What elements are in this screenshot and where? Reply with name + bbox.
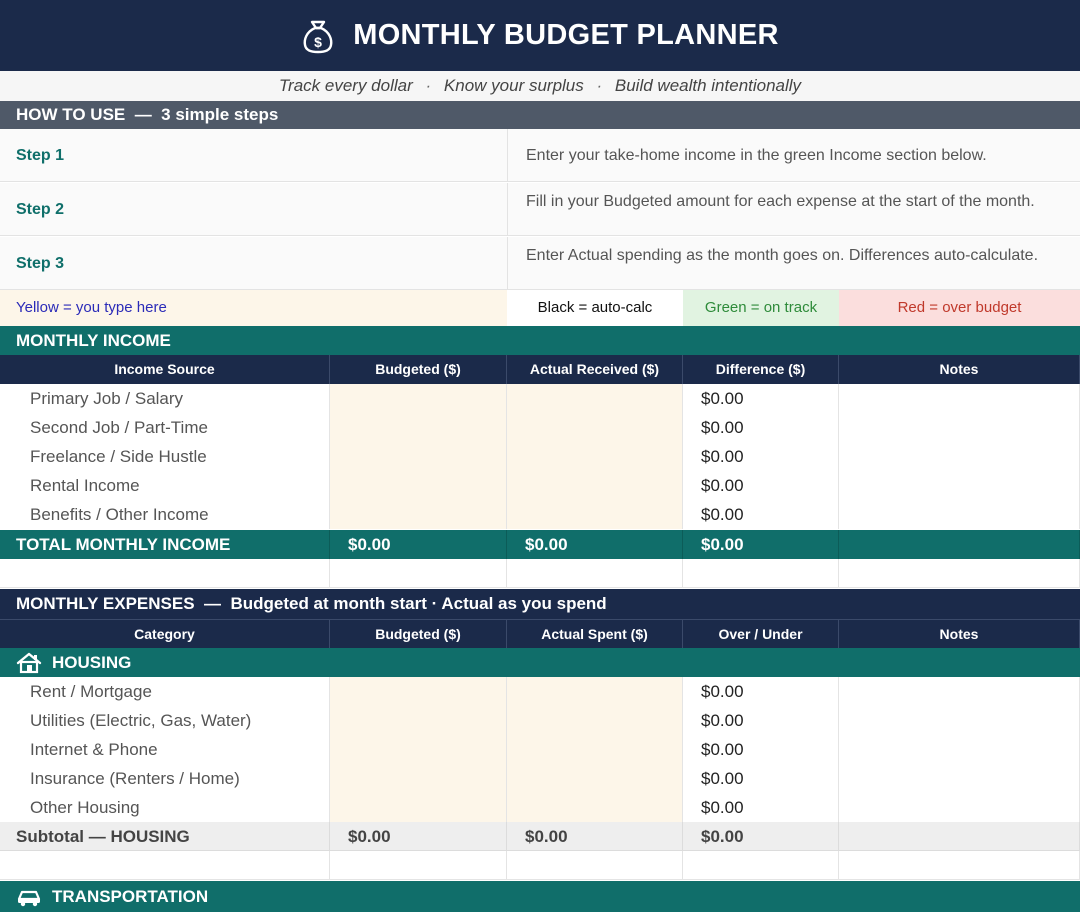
svg-text:$: $ xyxy=(314,33,323,50)
income-source-cell: Benefits / Other Income xyxy=(0,500,330,529)
table-row xyxy=(0,442,1080,471)
step-row-1 xyxy=(0,129,1080,182)
column-header: Budgeted ($) xyxy=(330,355,507,384)
notes-cell[interactable] xyxy=(839,793,1080,822)
spacer-row xyxy=(0,559,1080,588)
actual-input-cell[interactable] xyxy=(507,735,683,764)
empty-cell xyxy=(330,851,507,880)
step-description: Fill in your Budgeted amount for each expense at the start of the month. xyxy=(507,183,1080,236)
budgeted-input-cell[interactable] xyxy=(330,471,507,500)
empty-cell xyxy=(683,851,839,880)
empty-cell xyxy=(507,851,683,880)
expenses-section-title: MONTHLY EXPENSES — Budgeted at month start · Actual as you spend xyxy=(0,589,1080,619)
notes-cell[interactable] xyxy=(839,413,1080,442)
notes-cell[interactable] xyxy=(839,735,1080,764)
notes-cell[interactable] xyxy=(839,384,1080,413)
legend-black: Black = auto-calc xyxy=(507,290,683,326)
page-title: MONTHLY BUDGET PLANNER xyxy=(353,19,779,51)
actual-input-cell[interactable] xyxy=(507,500,683,529)
notes-cell[interactable] xyxy=(839,706,1080,735)
step-row-2 xyxy=(0,183,1080,236)
over-under-cell: $0.00 xyxy=(683,735,839,764)
tagline xyxy=(0,71,1080,101)
column-header: Income Source xyxy=(0,355,330,384)
difference-cell: $0.00 xyxy=(683,471,839,500)
income-source-cell: Freelance / Side Hustle xyxy=(0,442,330,471)
empty-cell xyxy=(839,851,1080,880)
column-header: Over / Under xyxy=(683,620,839,649)
color-legend xyxy=(0,290,1080,326)
notes-cell[interactable] xyxy=(839,764,1080,793)
table-row xyxy=(0,471,1080,500)
notes-cell[interactable] xyxy=(839,442,1080,471)
difference-cell: $0.00 xyxy=(683,442,839,471)
column-header: Notes xyxy=(839,355,1080,384)
budgeted-input-cell[interactable] xyxy=(330,500,507,529)
expense-category-cell: Rent / Mortgage xyxy=(0,677,330,706)
actual-input-cell[interactable] xyxy=(507,793,683,822)
budgeted-input-cell[interactable] xyxy=(330,764,507,793)
how-to-use-header: HOW TO USE — 3 simple steps xyxy=(0,101,1080,129)
step-label: Step 2 xyxy=(16,201,65,218)
expense-category-cell: Other Housing xyxy=(0,793,330,822)
house-icon xyxy=(16,652,42,674)
tagline-separator-2: · xyxy=(596,76,603,95)
budgeted-input-cell[interactable] xyxy=(330,413,507,442)
legend-red: Red = over budget xyxy=(839,290,1080,326)
empty-cell xyxy=(0,559,330,588)
tagline-part-1: Track every dollar xyxy=(278,76,413,95)
step-label: Step 3 xyxy=(16,255,65,272)
tagline-part-3: Build wealth intentionally xyxy=(614,76,802,95)
column-header: Actual Received ($) xyxy=(507,355,683,384)
empty-cell xyxy=(330,559,507,588)
category-label: TRANSPORTATION xyxy=(52,887,209,906)
table-row xyxy=(0,677,1080,706)
notes-cell[interactable] xyxy=(839,677,1080,706)
empty-cell xyxy=(839,559,1080,588)
expenses-table-header xyxy=(0,619,1080,648)
income-table-header xyxy=(0,355,1080,384)
actual-input-cell[interactable] xyxy=(507,764,683,793)
step-description: Enter your take-home income in the green Income section below. xyxy=(507,129,1080,182)
difference-cell: $0.00 xyxy=(683,413,839,442)
category-label: HOUSING xyxy=(52,653,132,672)
category-housing xyxy=(0,648,1080,677)
over-under-cell: $0.00 xyxy=(683,764,839,793)
column-header: Actual Spent ($) xyxy=(507,620,683,649)
actual-input-cell[interactable] xyxy=(507,442,683,471)
income-section-title: MONTHLY INCOME xyxy=(0,326,1080,355)
subtotal-notes xyxy=(839,822,1080,851)
car-icon xyxy=(16,887,42,907)
budgeted-input-cell[interactable] xyxy=(330,793,507,822)
total-label: TOTAL MONTHLY INCOME xyxy=(0,530,330,559)
subtotal-over-under: $0.00 xyxy=(683,822,839,851)
tagline-part-2: Know your surplus xyxy=(443,76,584,95)
title-bar xyxy=(0,0,1080,71)
over-under-cell: $0.00 xyxy=(683,706,839,735)
over-under-cell: $0.00 xyxy=(683,677,839,706)
table-row xyxy=(0,735,1080,764)
legend-yellow: Yellow = you type here xyxy=(0,290,507,326)
total-actual: $0.00 xyxy=(507,530,683,559)
budgeted-input-cell[interactable] xyxy=(330,735,507,764)
column-header: Difference ($) xyxy=(683,355,839,384)
over-under-cell: $0.00 xyxy=(683,793,839,822)
expense-category-cell: Internet & Phone xyxy=(0,735,330,764)
expense-category-cell: Utilities (Electric, Gas, Water) xyxy=(0,706,330,735)
budgeted-input-cell[interactable] xyxy=(330,677,507,706)
table-row xyxy=(0,793,1080,822)
column-header: Category xyxy=(0,620,330,649)
money-bag-icon xyxy=(301,18,335,54)
column-header: Notes xyxy=(839,620,1080,649)
total-notes xyxy=(839,530,1080,559)
budgeted-input-cell[interactable] xyxy=(330,442,507,471)
step-row-3 xyxy=(0,237,1080,290)
actual-input-cell[interactable] xyxy=(507,384,683,413)
subtotal-budgeted: $0.00 xyxy=(330,822,507,851)
budgeted-input-cell[interactable] xyxy=(330,384,507,413)
empty-cell xyxy=(0,851,330,880)
total-difference: $0.00 xyxy=(683,530,839,559)
actual-input-cell[interactable] xyxy=(507,413,683,442)
step-description: Enter Actual spending as the month goes on. Differences auto-calculate. xyxy=(507,237,1080,290)
notes-cell[interactable] xyxy=(839,500,1080,529)
actual-input-cell[interactable] xyxy=(507,471,683,500)
subtotal-actual: $0.00 xyxy=(507,822,683,851)
notes-cell[interactable] xyxy=(839,471,1080,500)
income-source-cell: Primary Job / Salary xyxy=(0,384,330,413)
table-row xyxy=(0,764,1080,793)
actual-input-cell[interactable] xyxy=(507,706,683,735)
table-row xyxy=(0,500,1080,529)
subtotal-housing-row xyxy=(0,822,1080,851)
expense-category-cell: Insurance (Renters / Home) xyxy=(0,764,330,793)
difference-cell: $0.00 xyxy=(683,384,839,413)
difference-cell: $0.00 xyxy=(683,500,839,529)
empty-cell xyxy=(683,559,839,588)
table-row xyxy=(0,706,1080,735)
table-row xyxy=(0,413,1080,442)
table-row xyxy=(0,384,1080,413)
total-budgeted: $0.00 xyxy=(330,530,507,559)
total-income-row xyxy=(0,530,1080,559)
column-header: Budgeted ($) xyxy=(330,620,507,649)
actual-input-cell[interactable] xyxy=(507,677,683,706)
spacer-row xyxy=(0,851,1080,880)
tagline-separator-1: · xyxy=(425,76,432,95)
subtotal-label: Subtotal — HOUSING xyxy=(0,822,330,851)
step-label: Step 1 xyxy=(16,147,65,164)
budgeted-input-cell[interactable] xyxy=(330,706,507,735)
empty-cell xyxy=(507,559,683,588)
legend-green: Green = on track xyxy=(683,290,839,326)
income-source-cell: Rental Income xyxy=(0,471,330,500)
category-transportation xyxy=(0,881,1080,912)
income-source-cell: Second Job / Part-Time xyxy=(0,413,330,442)
